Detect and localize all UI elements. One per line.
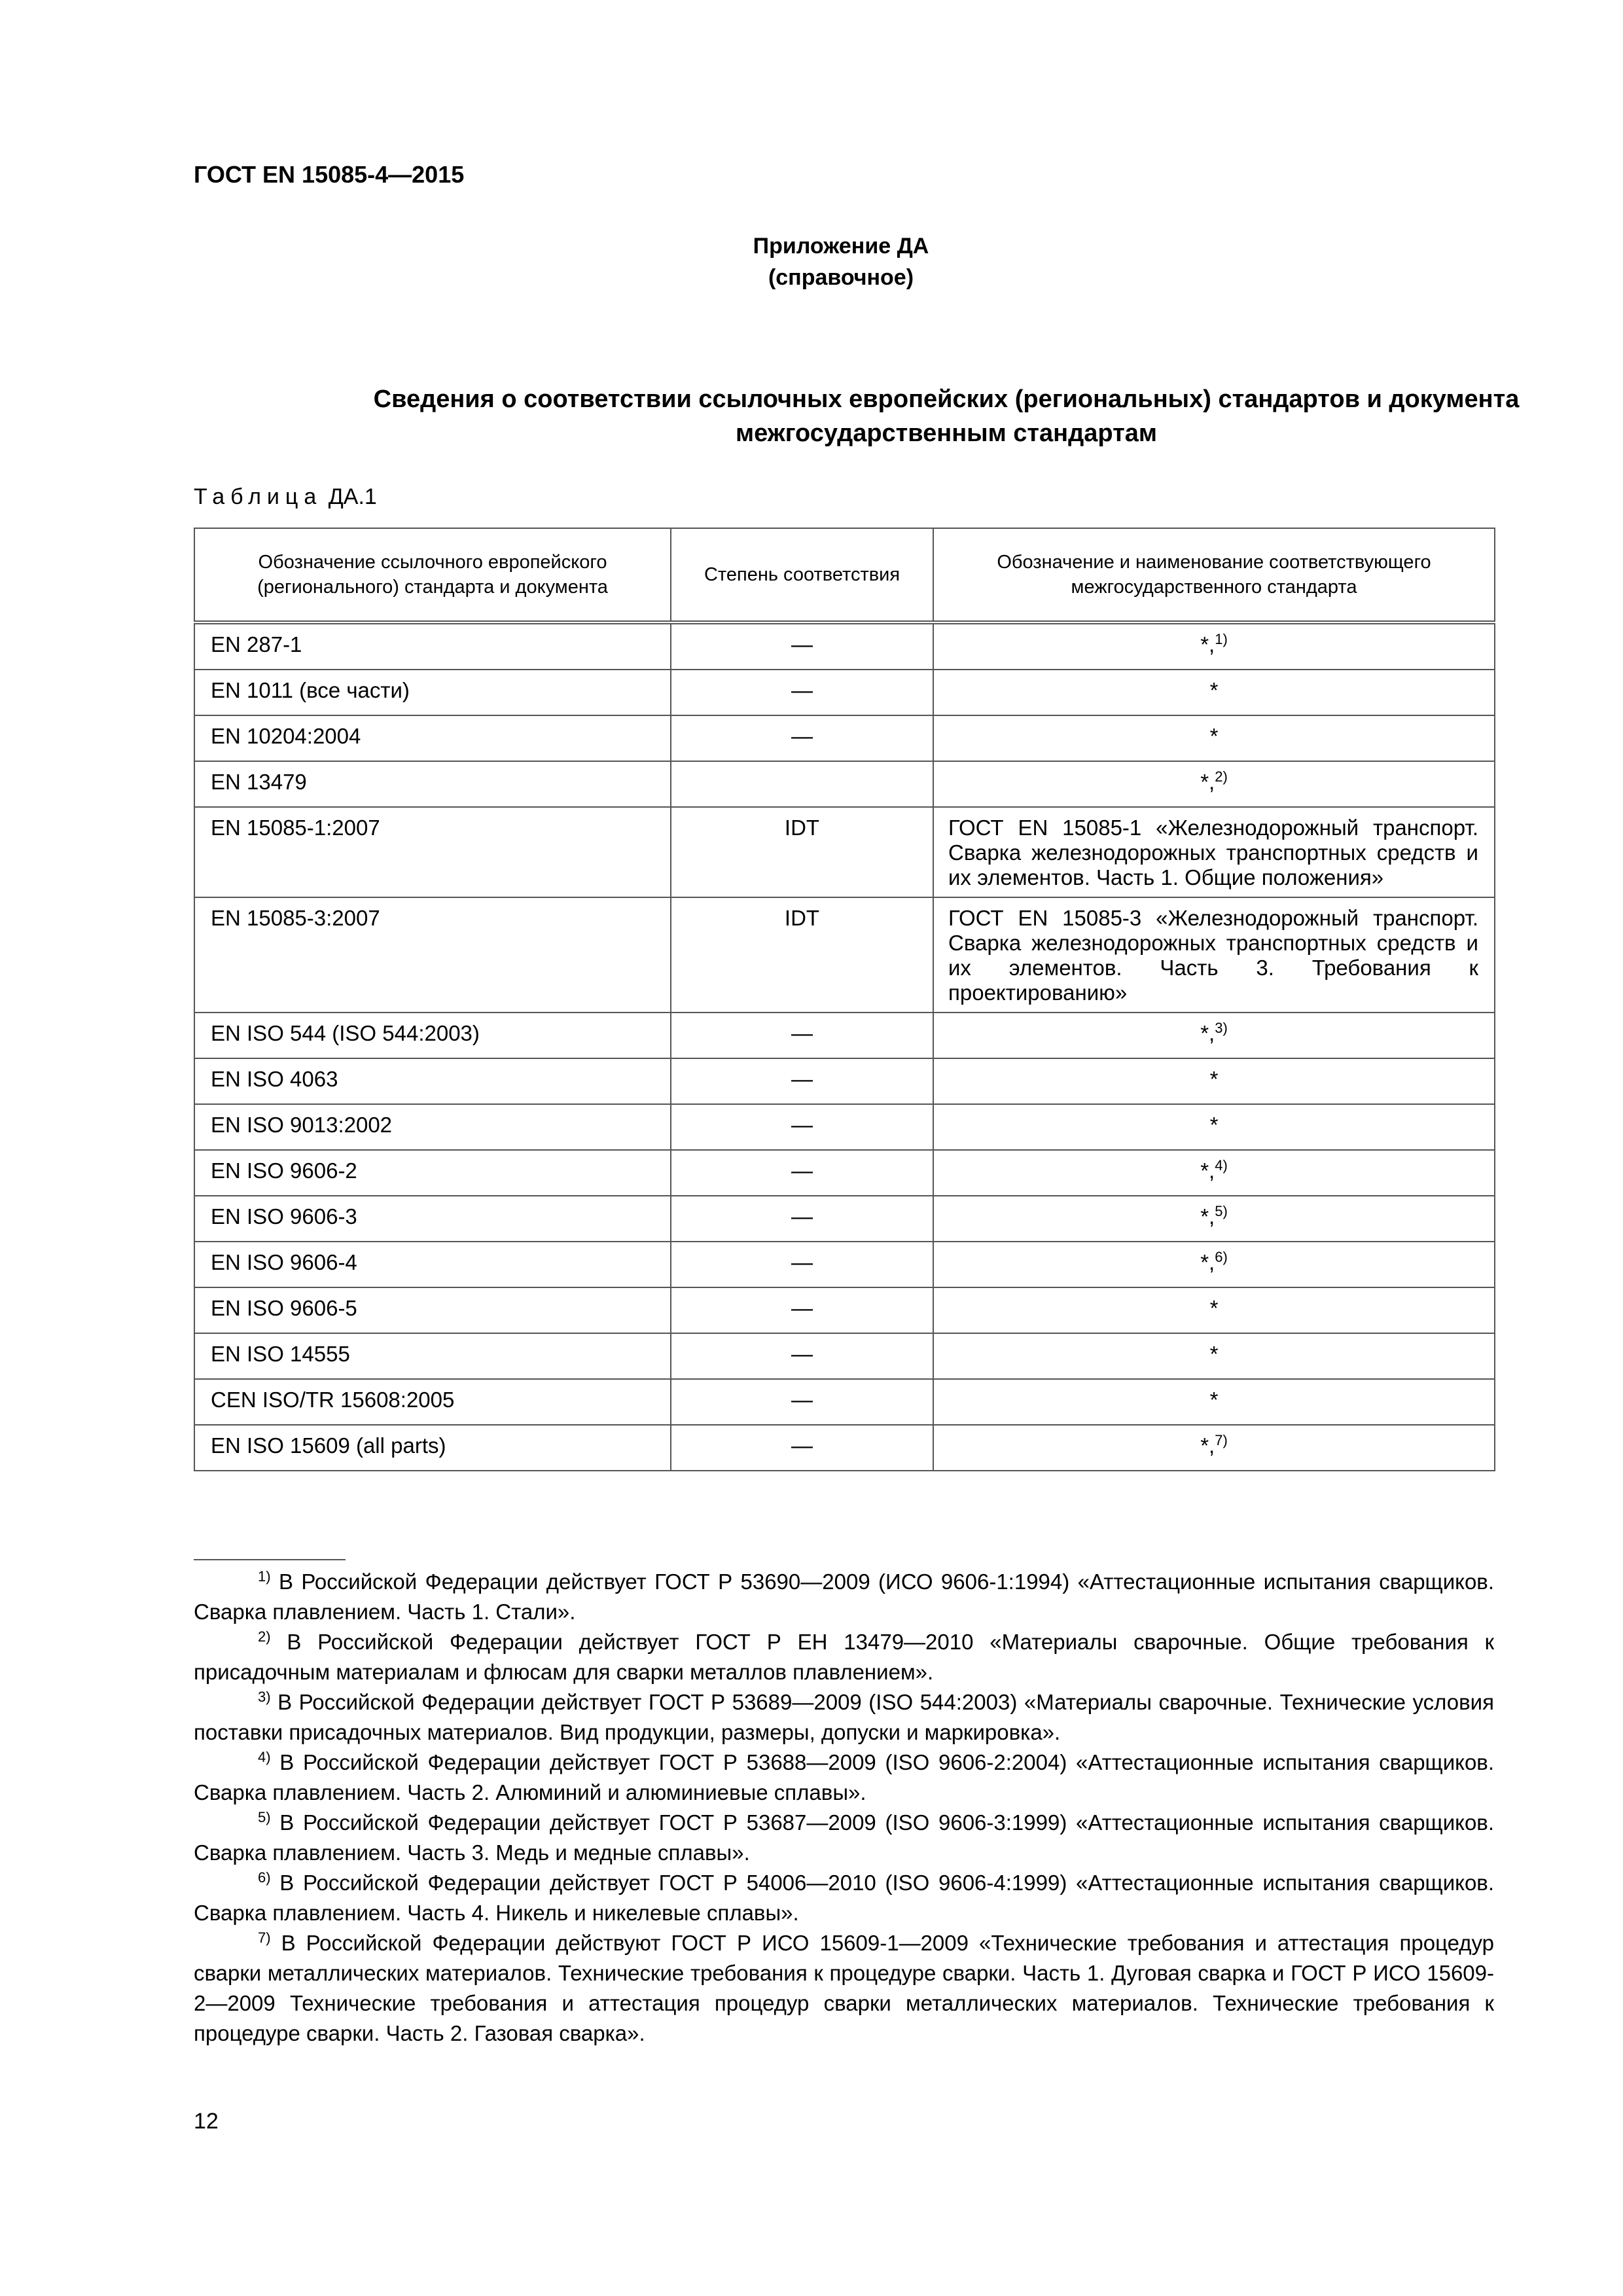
degree-cell: — bbox=[671, 1379, 933, 1425]
footnote-number: 7) bbox=[258, 1929, 271, 1946]
reference-cell: EN ISO 9606-5 bbox=[194, 1287, 671, 1333]
appendix-heading bbox=[0, 230, 1623, 293]
footnote-text: В Российской Федерации действует ГОСТ Р 53690—2009 (ИСО 9606-1:1994) «Аттестационные испытания сварщиков. Сварка плавлением. Часть 1. Стали». bbox=[194, 1570, 1495, 1624]
footnote-4 bbox=[194, 1748, 1494, 1808]
footnote-7 bbox=[194, 1928, 1494, 2049]
footnote-ref: 1) bbox=[1215, 631, 1228, 647]
degree-cell: — bbox=[671, 622, 933, 670]
table-row bbox=[194, 1058, 1495, 1104]
reference-cell: EN ISO 15609 (all parts) bbox=[194, 1425, 671, 1471]
reference-cell: EN 287-1 bbox=[194, 622, 671, 670]
table-caption bbox=[194, 484, 377, 510]
reference-cell: EN ISO 9013:2002 bbox=[194, 1104, 671, 1150]
degree-cell: — bbox=[671, 1013, 933, 1058]
reference-cell: EN 13479 bbox=[194, 761, 671, 807]
footnote-text: В Российской Федерации действует ГОСТ Р 53689—2009 (ISO 544:2003) «Материалы сварочные. Технические условия поставки присадочных материалов. Вид продукции, размеры, допуски и маркировка». bbox=[194, 1690, 1494, 1744]
table-row bbox=[194, 622, 1495, 670]
footnote-text: В Российской Федерации действуют ГОСТ Р ИСО 15609-1—2009 «Технические требования и аттестация процедур сварки металлических материалов. Технические требования к процедуре сварки. Часть 1. Дуговая сварка и ГОСТ Р ИСО 15609-2—2009 Технические требования и аттестация процедур сварки металлических материалов. Технические требования к процедуре сварки. Часть 2. Газовая сварка». bbox=[194, 1931, 1495, 2045]
footnote-ref: 7) bbox=[1215, 1432, 1228, 1448]
footnote-number: 6) bbox=[258, 1869, 271, 1886]
footnote-2 bbox=[194, 1627, 1494, 1687]
footnote-text: В Российской Федерации действует ГОСТ Р 53688—2009 (ISO 9606-2:2004) «Аттестационные испытания сварщиков. Сварка плавлением. Часть 2. Алюминий и алюминиевые сплавы». bbox=[194, 1750, 1494, 1804]
interstate-cell: * bbox=[933, 1287, 1495, 1333]
interstate-cell: *,$^{4)}$ bbox=[933, 1150, 1495, 1196]
interstate-cell: * bbox=[933, 1333, 1495, 1379]
footnote-separator bbox=[194, 1559, 346, 1560]
correspondence-table bbox=[194, 528, 1495, 1471]
degree-cell: — bbox=[671, 1242, 933, 1287]
table-caption-number: ДА.1 bbox=[328, 484, 377, 509]
degree-cell: IDT bbox=[671, 897, 933, 1013]
interstate-cell: *,$^{7)}$ bbox=[933, 1425, 1495, 1471]
table-row bbox=[194, 1333, 1495, 1379]
table-row bbox=[194, 1379, 1495, 1425]
reference-cell: EN ISO 9606-4 bbox=[194, 1242, 671, 1287]
table-row bbox=[194, 1425, 1495, 1471]
interstate-cell: *,$^{3)}$ bbox=[933, 1013, 1495, 1058]
degree-cell: — bbox=[671, 1104, 933, 1150]
footnote-ref: 6) bbox=[1215, 1249, 1228, 1265]
footnote-text: В Российской Федерации действует ГОСТ Р 54006—2010 (ISO 9606-4:1999) «Аттестационные испытания сварщиков. Сварка плавлением. Часть 4. Никель и никелевые сплавы». bbox=[194, 1871, 1494, 1925]
footnote-1 bbox=[194, 1567, 1494, 1627]
reference-cell: EN 15085-3:2007 bbox=[194, 897, 671, 1013]
table-row bbox=[194, 1013, 1495, 1058]
reference-cell: EN ISO 544 (ISO 544:2003) bbox=[194, 1013, 671, 1058]
degree-cell: IDT bbox=[671, 807, 933, 897]
table-row bbox=[194, 761, 1495, 807]
reference-cell: EN 15085-1:2007 bbox=[194, 807, 671, 897]
interstate-cell: ГОСТ EN 15085-1 «Железнодорожный транспорт. Сварка железнодорожных транспортных средств и их элементов. Часть 1. Общие положения» bbox=[933, 807, 1495, 897]
footnote-text: В Российской Федерации действует ГОСТ Р 53687—2009 (ISO 9606-3:1999) «Аттестационные испытания сварщиков. Сварка плавлением. Часть 3. Медь и медные сплавы». bbox=[194, 1810, 1494, 1865]
interstate-cell: *,$^{6)}$ bbox=[933, 1242, 1495, 1287]
page-number: 12 bbox=[194, 2109, 219, 2134]
footnote-ref: 3) bbox=[1215, 1020, 1228, 1036]
interstate-cell: *,$^{2)}$ bbox=[933, 761, 1495, 807]
degree-cell: — bbox=[671, 1058, 933, 1104]
interstate-cell: *,$^{5)}$ bbox=[933, 1196, 1495, 1242]
degree-cell: — bbox=[671, 715, 933, 761]
reference-cell: EN ISO 14555 bbox=[194, 1333, 671, 1379]
degree-cell: — bbox=[671, 1287, 933, 1333]
footnote-number: 3) bbox=[258, 1689, 271, 1705]
table-row bbox=[194, 1104, 1495, 1150]
reference-cell: EN ISO 4063 bbox=[194, 1058, 671, 1104]
interstate-cell: * bbox=[933, 670, 1495, 715]
table-row bbox=[194, 1242, 1495, 1287]
degree-cell: — bbox=[671, 1196, 933, 1242]
footnote-ref: 4) bbox=[1215, 1157, 1228, 1174]
footnote-6 bbox=[194, 1868, 1494, 1928]
table-row bbox=[194, 1287, 1495, 1333]
table-row bbox=[194, 897, 1495, 1013]
appendix-label: Приложение ДА bbox=[753, 234, 929, 259]
reference-cell: CEN ISO/TR 15608:2005 bbox=[194, 1379, 671, 1425]
reference-cell: EN ISO 9606-3 bbox=[194, 1196, 671, 1242]
title-line-1: Сведения о соответствии ссылочных европейских (региональных) стандартов и документа bbox=[373, 386, 1520, 413]
header-interstate-standard: Обозначение и наименование соответствующего межгосударственного стандарта bbox=[933, 528, 1495, 622]
appendix-title bbox=[194, 382, 1623, 450]
reference-cell: EN 10204:2004 bbox=[194, 715, 671, 761]
footnote-number: 2) bbox=[258, 1628, 271, 1645]
table-row bbox=[194, 1196, 1495, 1242]
reference-cell: EN ISO 9606-2 bbox=[194, 1150, 671, 1196]
degree-cell: — bbox=[671, 1150, 933, 1196]
footnote-ref: 5) bbox=[1215, 1203, 1228, 1219]
table-caption-word: Таблица bbox=[194, 484, 323, 509]
reference-cell: EN 1011 (все части) bbox=[194, 670, 671, 715]
degree-cell: — bbox=[671, 670, 933, 715]
header-degree: Степень соответствия bbox=[671, 528, 933, 622]
footnote-number: 5) bbox=[258, 1809, 271, 1825]
document-code: ГОСТ EN 15085-4—2015 bbox=[194, 161, 465, 188]
interstate-cell: *,$^{1)}$ bbox=[933, 622, 1495, 670]
footnote-number: 4) bbox=[258, 1749, 271, 1765]
appendix-type: (справочное) bbox=[768, 265, 914, 290]
title-line-2: межгосударственным стандартам bbox=[736, 420, 1157, 447]
interstate-cell: ГОСТ EN 15085-3 «Железнодорожный транспорт. Сварка железнодорожных транспортных средств и их элементов. Часть 3. Требования к проектированию» bbox=[933, 897, 1495, 1013]
footnote-ref: 2) bbox=[1215, 768, 1228, 785]
degree-cell bbox=[671, 761, 933, 807]
footnote-5 bbox=[194, 1808, 1494, 1868]
footnote-text: В Российской Федерации действует ГОСТ Р ЕН 13479—2010 «Материалы сварочные. Общие требования к присадочным материалам и флюсам для сварки металлов плавлением». bbox=[194, 1630, 1495, 1684]
footnotes bbox=[194, 1567, 1494, 2049]
table-row bbox=[194, 715, 1495, 761]
interstate-cell: * bbox=[933, 1104, 1495, 1150]
interstate-cell: * bbox=[933, 1379, 1495, 1425]
table-row bbox=[194, 670, 1495, 715]
footnote-3 bbox=[194, 1687, 1494, 1748]
table-header-row bbox=[194, 528, 1495, 622]
interstate-cell: * bbox=[933, 1058, 1495, 1104]
table-row bbox=[194, 807, 1495, 897]
interstate-cell: * bbox=[933, 715, 1495, 761]
degree-cell: — bbox=[671, 1333, 933, 1379]
header-reference-standard: Обозначение ссылочного европейского (регионального) стандарта и документа bbox=[194, 528, 671, 622]
degree-cell: — bbox=[671, 1425, 933, 1471]
table-row bbox=[194, 1150, 1495, 1196]
footnote-number: 1) bbox=[258, 1568, 271, 1585]
